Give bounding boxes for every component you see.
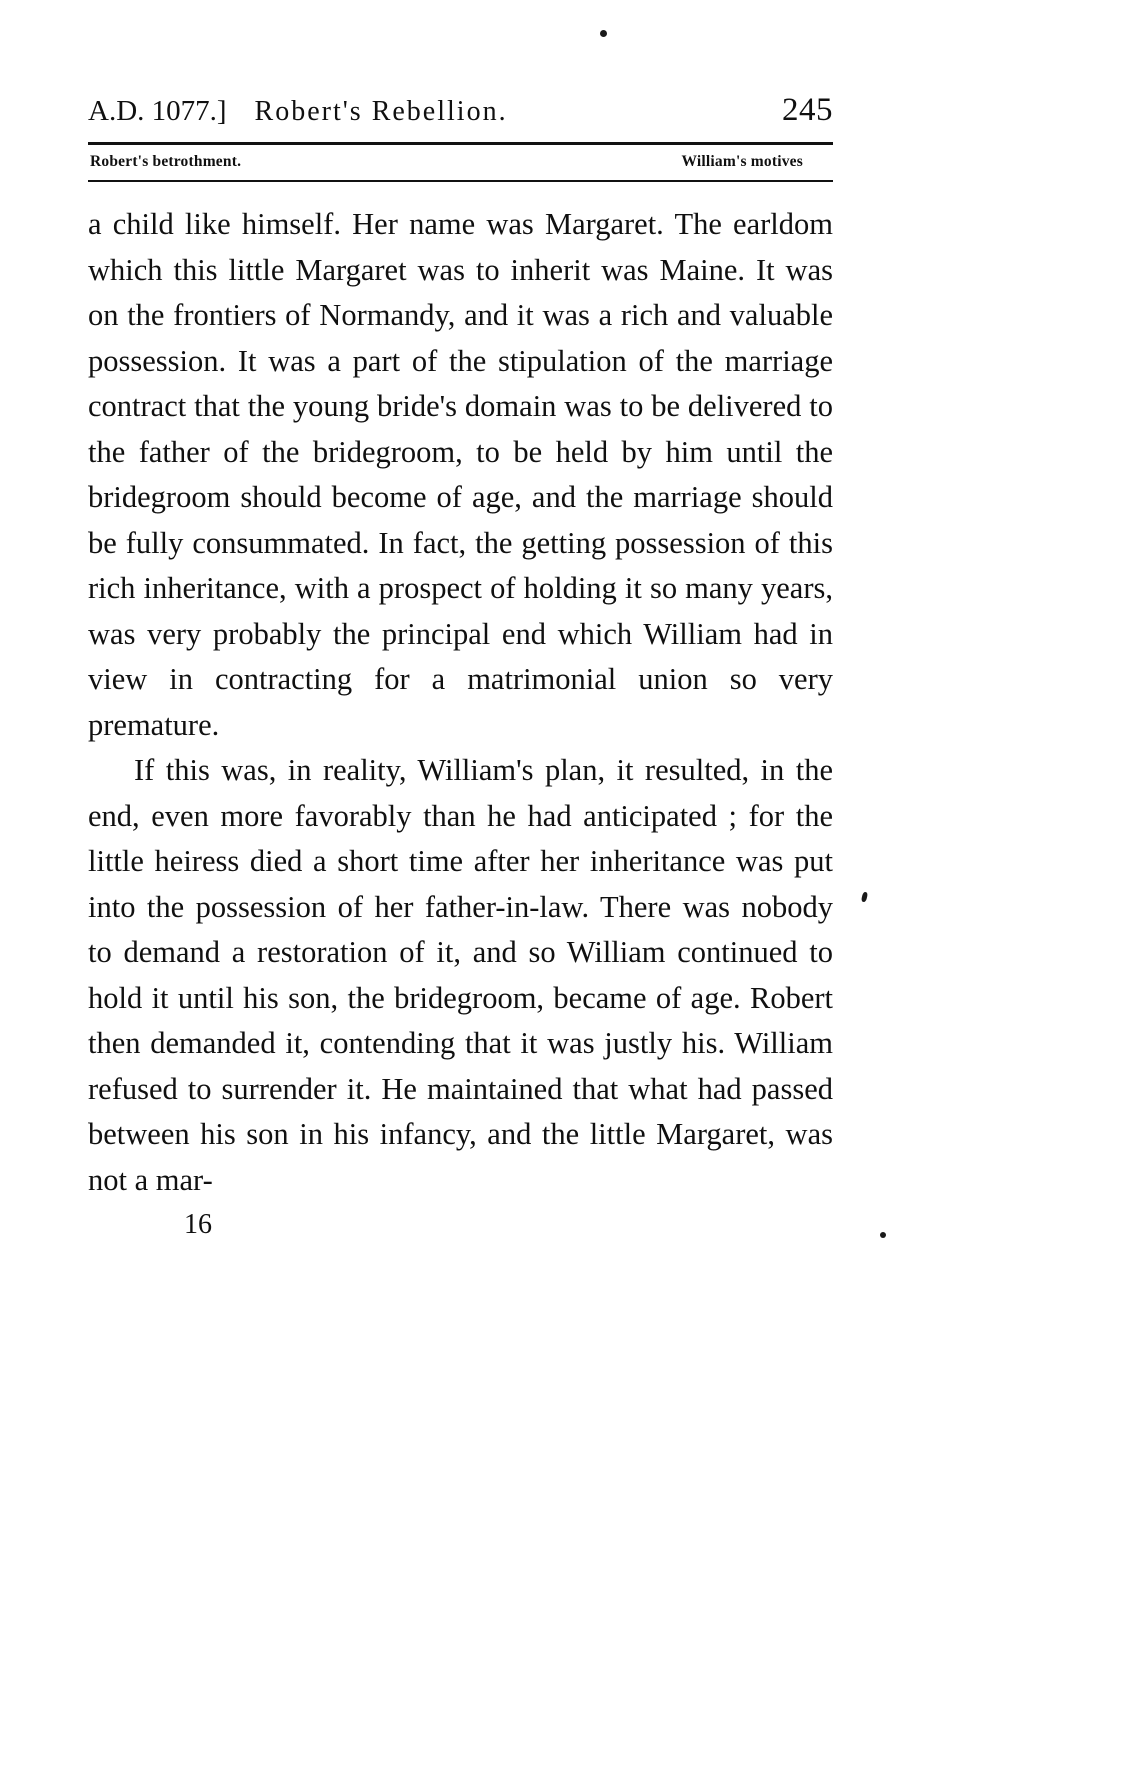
- running-head-title: Robert's Rebellion.: [254, 96, 508, 127]
- running-head-date: A.D. 1077.]: [88, 95, 227, 127]
- sidenote-right: William's motives: [681, 153, 803, 170]
- paragraph: a child like himself. Her name was Margaret. The earldom which this little Margaret was to inherit was Maine. It was on the frontiers of Normandy, and it was a rich and valuable possession. It was a part of the stipulation of the marriage contract that the young bride's domain was to be delivered to the father of the bridegroom, to be held by him until the bridegroom should become of age, and the marriage should be fully consummated. In fact, the getting possession of this rich inheritance, with a prospect of holding it so many years, was very probably the principal end which William had in view in contracting for a matrimonial union so very premature.: [88, 207, 833, 742]
- paragraph: If this was, in reality, William's plan, it resulted, in the end, even more favorably than he had anticipated ; for the little heiress died a short time after her inheritance was put into the possession of her father-in-law. There was nobody to demand a restoration of it, and so William continued to hold it until his son, the bridegroom, became of age. Robert then demanded it, contending that it was justly his. William refused to surrender it. He maintained that what had passed between his son in his infancy, and the little Margaret, was not a mar-: [88, 753, 833, 1197]
- signature-mark: 16: [184, 1209, 212, 1240]
- ink-speck-icon: [880, 1232, 886, 1238]
- page-number: 245: [782, 92, 833, 128]
- sidenote-left: Robert's betrothment.: [90, 153, 242, 170]
- body-text: [88, 202, 833, 1203]
- ink-speck-icon: [861, 892, 868, 903]
- ink-speck-icon: [600, 30, 607, 37]
- marginal-notes: [88, 145, 833, 180]
- page-content: [88, 92, 833, 1241]
- header-rule-bottom: [88, 180, 833, 182]
- running-head: [88, 92, 833, 129]
